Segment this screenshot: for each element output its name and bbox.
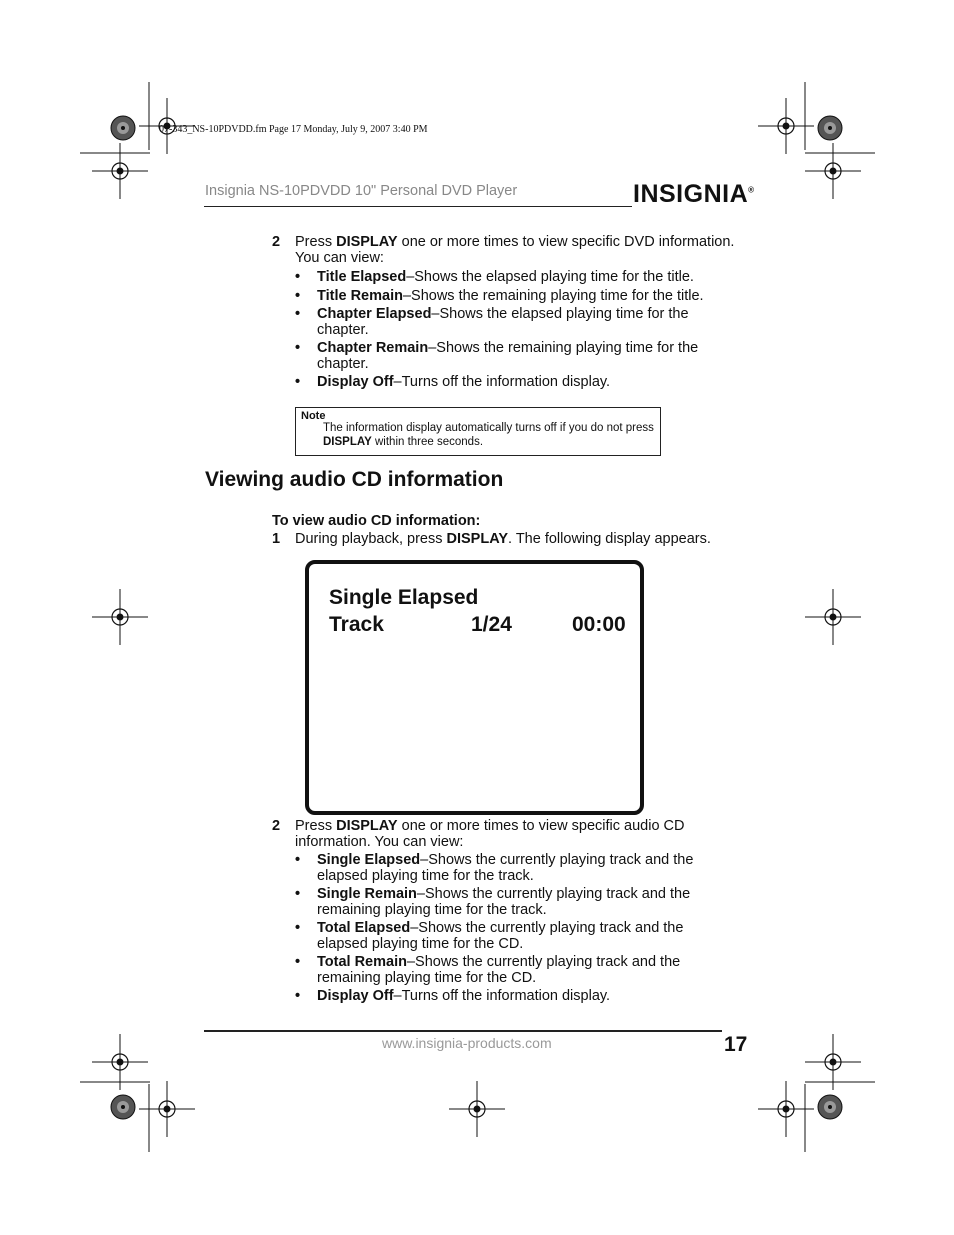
registration-star-icon [818, 1095, 842, 1119]
procedure-heading: To view audio CD information: [272, 513, 481, 529]
registration-mark-icon [92, 143, 148, 199]
step-text-pre: Press [295, 234, 337, 250]
step-text-post: one or more times to view specific DVD information. You can view: [295, 234, 735, 266]
step-text [295, 235, 755, 266]
section-title: Viewing audio CD information [205, 468, 504, 491]
registration-mark-icon [92, 589, 148, 645]
elapsed-time: 00:00 [572, 613, 626, 636]
display-screen [305, 560, 644, 815]
step-number: 1 [272, 531, 281, 547]
logo-registered-mark: ® [748, 185, 755, 195]
list-item: • Title Remain–Shows the remaining playing time for the title. [295, 287, 704, 304]
step-text: During playback, press DISPLAY. The following display appears. [295, 531, 711, 547]
registration-star-icon [111, 1095, 135, 1119]
registration-star-icon [111, 116, 135, 140]
display-mode: Single Elapsed [329, 586, 479, 609]
list-item: • Display Off–Turns off the information display. [295, 988, 611, 1004]
list-item: • Total Remain–Shows the currently playing track and the remaining playing time for the CD. [295, 954, 681, 986]
insignia-logo [633, 180, 755, 209]
list-item: • Title Elapsed–Shows the elapsed playing time for the title. [295, 269, 694, 285]
file-info: 07-343_NS-10PDVDD.fm Page 17 Monday, July 9, 2007 3:40 PM [159, 124, 428, 135]
registration-star-icon [818, 116, 842, 140]
step-number: 2 [272, 234, 281, 250]
note-label: Note [301, 410, 326, 422]
list-item: • Single Elapsed–Shows the currently playing track and the elapsed playing time for the track. [295, 852, 694, 884]
list-item: • Chapter Elapsed–Shows the elapsed playing time for the chapter. [295, 306, 689, 338]
page-number: 17 [724, 1033, 748, 1056]
step-text: Press DISPLAY one or more times to view specific audio CD information. You can view: [295, 818, 685, 850]
list-item: • Display Off–Turns off the information display. [295, 374, 611, 390]
note-box [295, 407, 661, 456]
list-item: • Single Remain–Shows the currently playing track and the remaining playing time for the track. [295, 886, 691, 918]
registration-mark-icon [758, 98, 814, 154]
registration-mark-icon [139, 1081, 195, 1137]
track-label: Track [329, 613, 384, 636]
note-text: The information display automatically turns off if you do not press DISPLAY within three seconds. [323, 422, 654, 448]
dvd-info-list [295, 270, 735, 394]
header-title: Insignia NS-10PDVDD 10" Personal DVD Player [205, 183, 518, 199]
list-item: • Total Elapsed–Shows the currently playing track and the elapsed playing time for the CD. [295, 920, 684, 952]
footer-url: www.insignia-products.com [382, 1035, 552, 1051]
footer-rule [204, 1030, 722, 1032]
registration-mark-icon [805, 589, 861, 645]
logo-text: INSIGNIA [633, 180, 749, 208]
cd-info-list [295, 853, 735, 1008]
registration-mark-icon [449, 1081, 505, 1137]
step-number: 2 [272, 818, 281, 834]
registration-mark-icon [758, 1081, 814, 1137]
step-key: DISPLAY [336, 234, 398, 250]
header-rule [204, 206, 632, 207]
track-number: 1/24 [471, 613, 512, 636]
registration-mark-icon [805, 143, 861, 199]
list-item: • Chapter Remain–Shows the remaining playing time for the chapter. [295, 340, 699, 372]
